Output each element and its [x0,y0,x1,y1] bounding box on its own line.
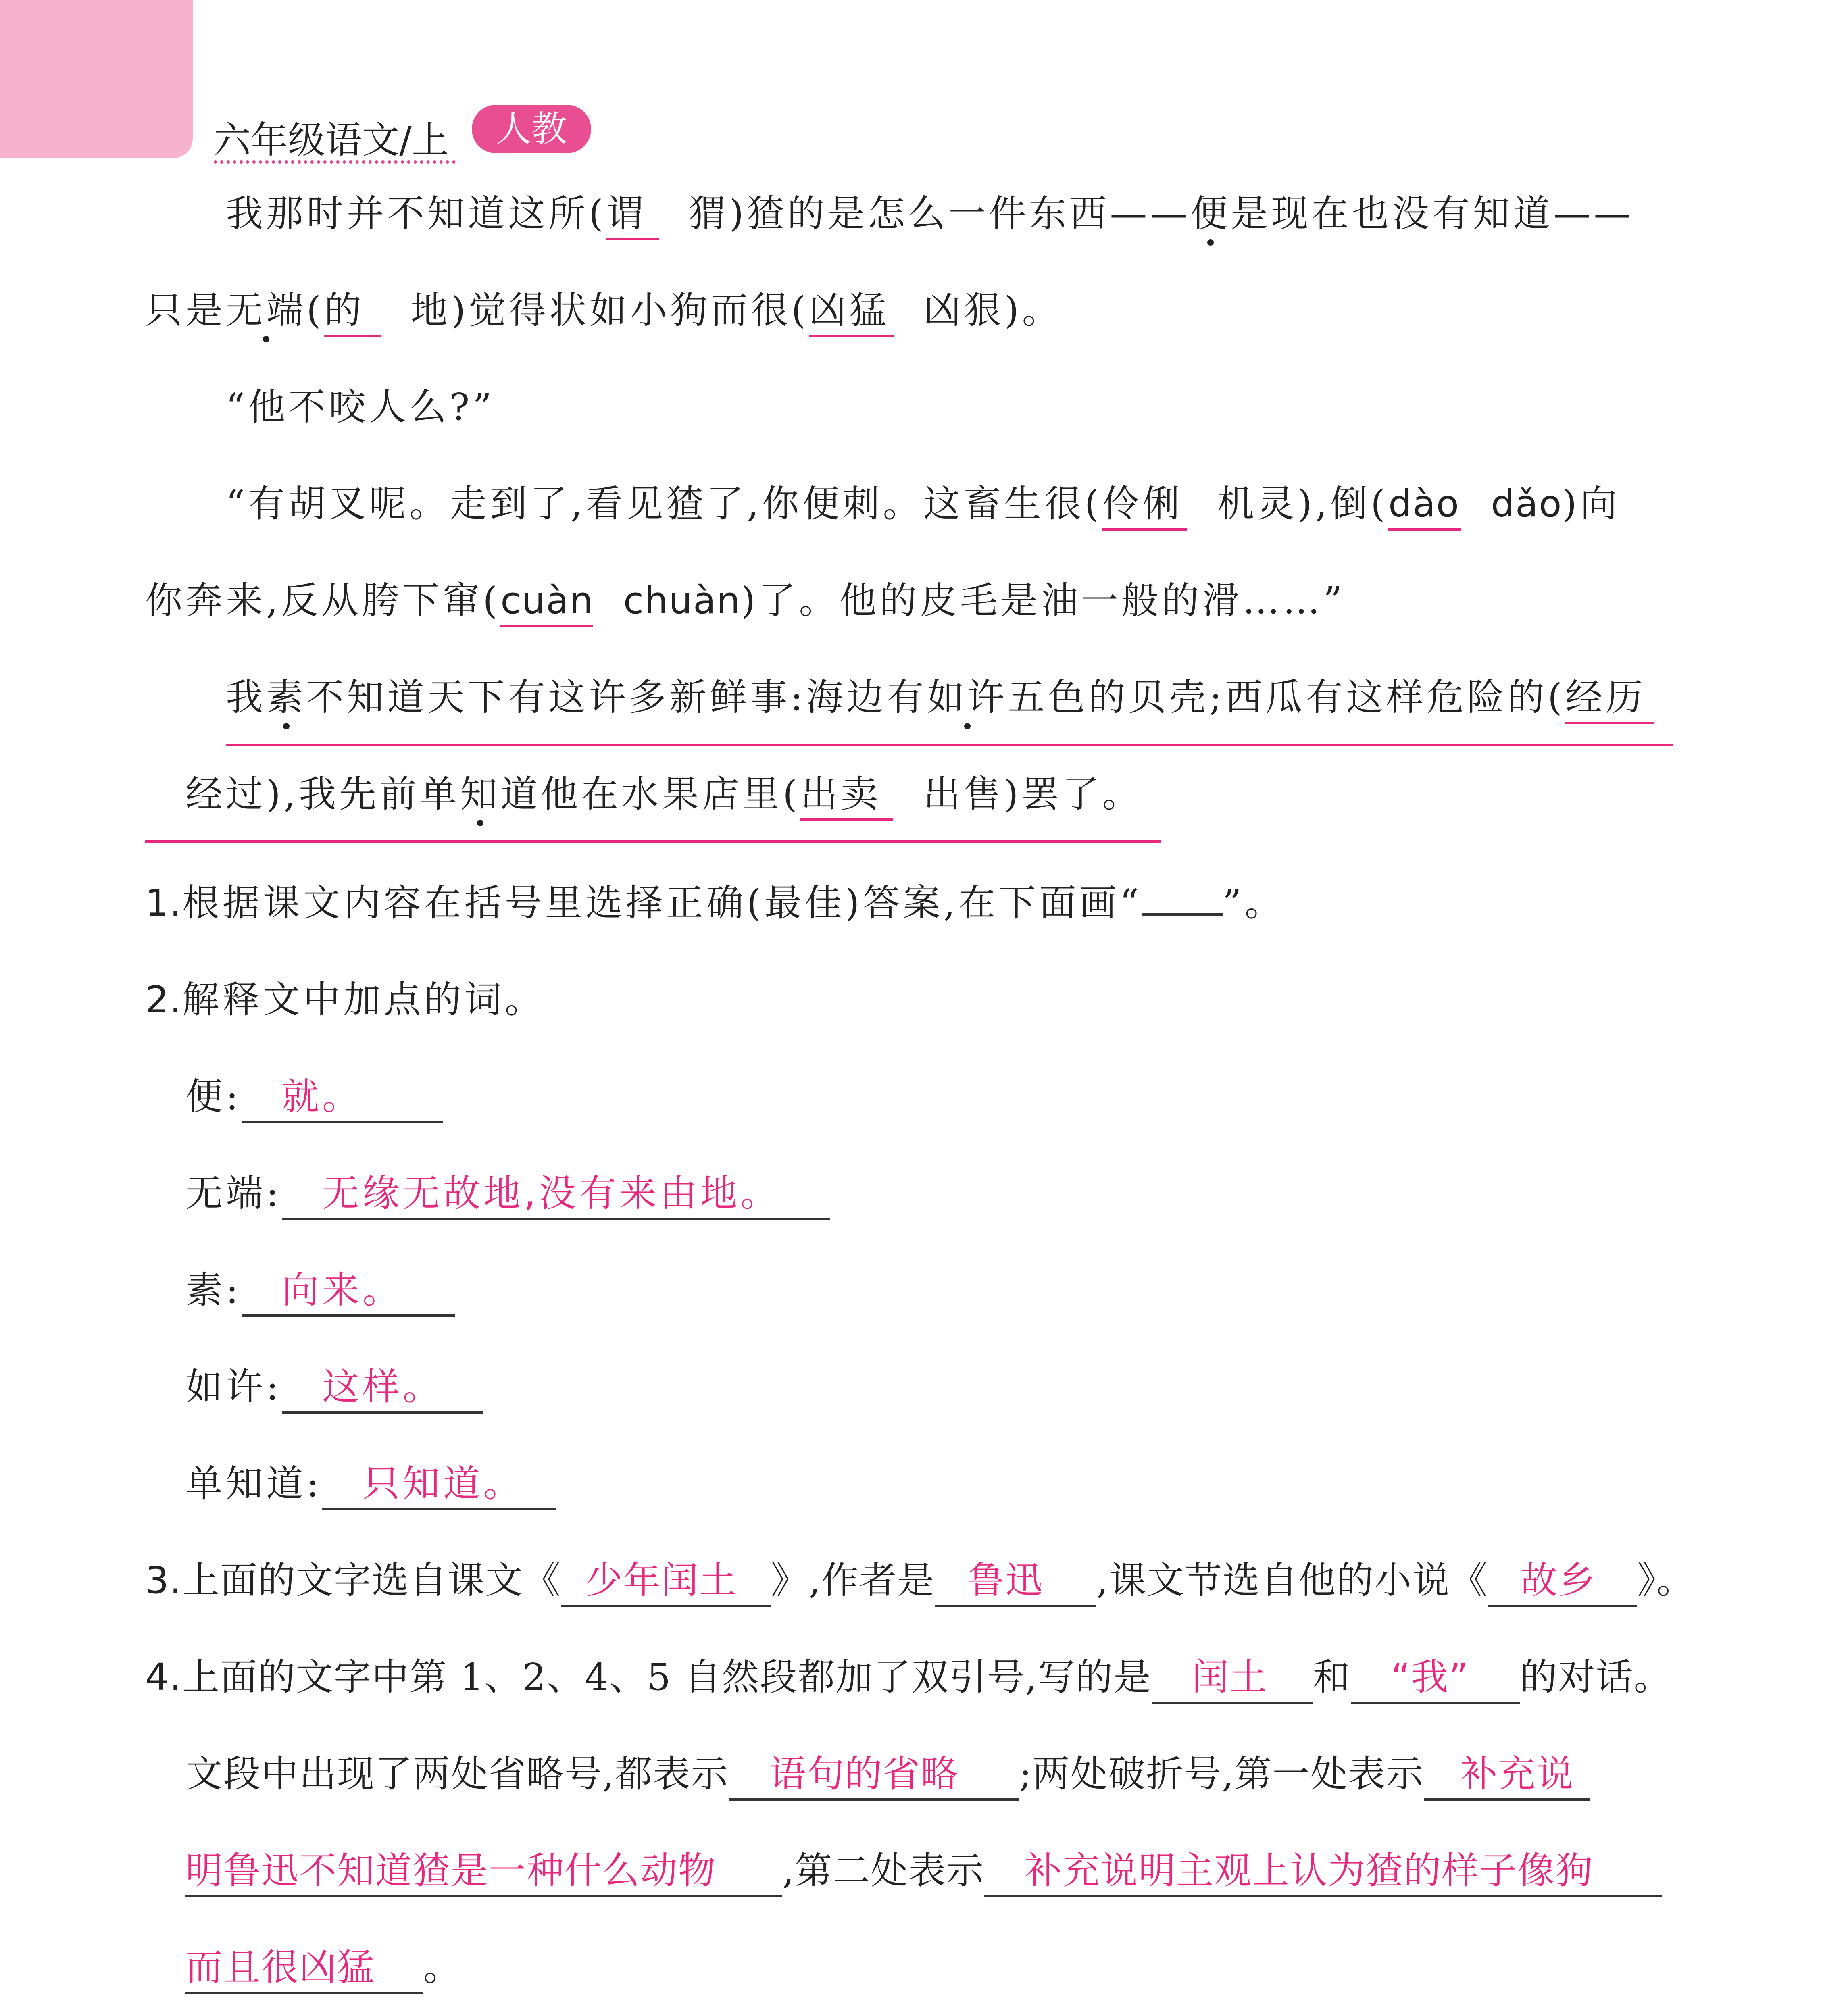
definition-item: 无端: 无缘无故地,没有来由地。 [185,1169,830,1220]
selected-choice: 的 [324,286,381,337]
selected-choice: 经历 [1565,673,1654,724]
question-2: 2.解释文中加点的词。 [145,978,545,1021]
dotted-word-ruxu: 如许 [927,676,1008,719]
selected-choice: dào [1388,480,1461,531]
answer-field[interactable]: 补充说明主观上认为猹的样子像狗 [984,1847,1662,1897]
definition-item: 单知道: 只知道。 [185,1460,556,1510]
definition-item: 如许: 这样。 [185,1363,483,1414]
header-title: 六年级语文/上 [214,119,449,162]
dotted-word-danzhidao: 单知道 [420,773,541,816]
passage-line-2: 只是无端(的 地)觉得状如小狗而很(凶猛 凶狠)。 [145,286,1063,337]
question-1: 1.根据课文内容在括号里选择正确(最佳)答案,在下面画“ ”。 [145,881,1285,925]
passage-line-4: “有胡叉呢。走到了,看见猹了,你便刺。这畜生很(伶俐 机灵),倒(dào dǎo)向 [226,480,1620,531]
underline-sample [1142,885,1223,916]
answer-field[interactable]: 鲁迅 [935,1556,1096,1607]
corner-decoration [0,0,193,158]
answer-field[interactable]: 闰土 [1152,1653,1313,1704]
wavy-underline [226,744,1673,746]
answer-field[interactable]: 补充说 [1424,1750,1590,1801]
passage-line-1: 我那时并不知道这所(谓 猬)猹的是怎么一件东西——便是现在也没有知道—— [226,190,1634,240]
answer-field[interactable]: 无缘无故地,没有来由地。 [282,1169,830,1220]
question-3: 3.上面的文字选自课文《 少年闰土 》,作者是 鲁迅 ,课文节选自他的小说《 故乡 》。 [145,1556,1694,1607]
answer-field[interactable]: 语句的省略 [729,1750,1019,1801]
answer-field[interactable]: 这样。 [282,1363,483,1414]
question-4-line-4: 而且很凶猛 。 [185,1943,461,1994]
answer-field[interactable]: 故乡 [1488,1556,1637,1607]
dotted-word-su: 素 [266,676,307,719]
selected-choice: 谓 [606,190,659,240]
answer-field[interactable]: 只知道。 [322,1460,556,1510]
edition-badge: 人教 [472,105,591,153]
passage-line-6: 我素不知道天下有这许多新鲜事:海边有如许五色的贝壳;西瓜有这样危险的(经历 [226,673,1654,724]
dotted-word-bian: 便 [1190,192,1231,235]
header-divider [214,160,456,164]
definition-item: 素: 向来。 [185,1266,455,1317]
passage-line-5: 你奔来,反从胯下窜(cuàn chuàn)了。他的皮毛是油一般的滑……” [145,577,1345,627]
selected-choice: 凶猛 [809,286,894,337]
selected-choice: 伶俐 [1102,480,1187,531]
question-4: 4.上面的文字中第 1、2、4、5 自然段都加了双引号,写的是 闰土 和 “我” 的对话。 [145,1653,1672,1704]
selected-choice: 出卖 [800,770,893,821]
answer-field[interactable]: 明鲁迅不知道猹是一种什么动物 [185,1847,782,1897]
question-4-line-2: 文段中出现了两处省略号,都表示 语句的省略 ;两处破折号,第一处表示 补充说 [185,1750,1590,1801]
passage-line-3: “他不咬人么?” [226,385,495,429]
answer-field[interactable]: 向来。 [242,1266,455,1317]
selected-choice: cuàn [500,577,593,627]
question-4-line-3: 明鲁迅不知道猹是一种什么动物 ,第二处表示 补充说明主观上认为猹的样子像狗 [185,1847,1662,1897]
answer-field[interactable]: “我” [1351,1653,1520,1704]
definition-item: 便: 就。 [185,1073,443,1123]
answer-field[interactable]: 就。 [242,1073,443,1123]
wavy-underline [145,840,1161,843]
dotted-word-wuduan: 无端 [226,289,307,332]
answer-field[interactable]: 少年闰土 [561,1556,771,1607]
passage-line-7: 经过),我先前单知道他在水果店里(出卖 出售)罢了。 [185,770,1143,821]
answer-field[interactable]: 而且很凶猛 [185,1943,423,1994]
